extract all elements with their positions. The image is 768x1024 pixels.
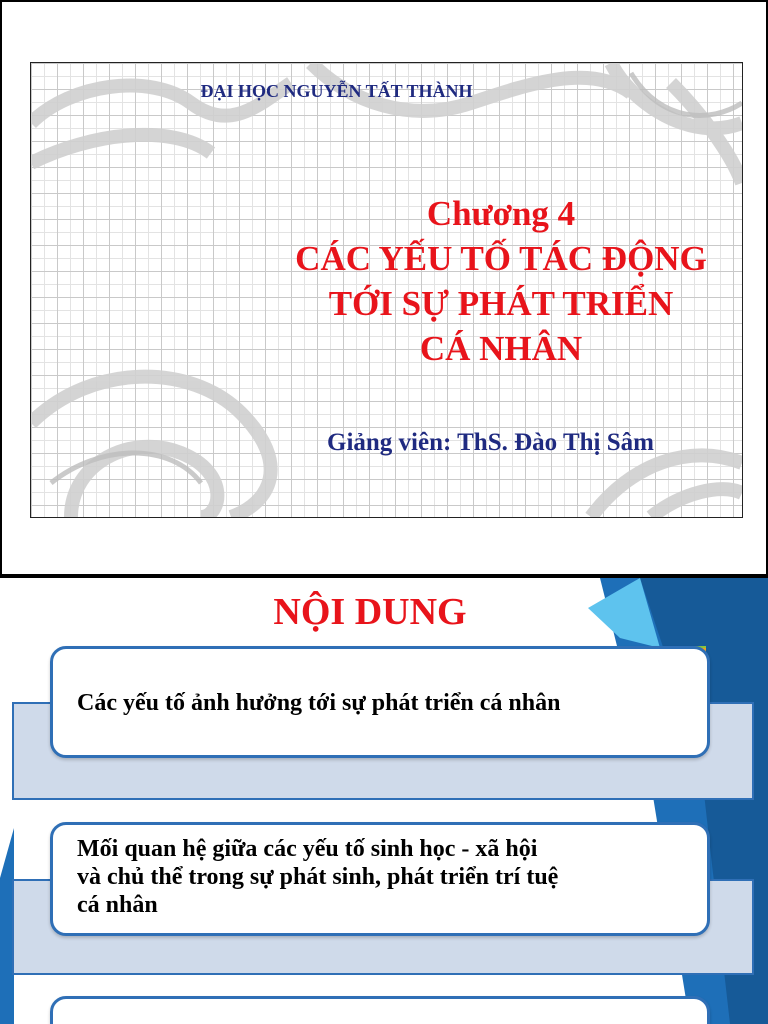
title-card [30, 62, 743, 518]
content-item-2-line-2: và chủ thể trong sự phát sinh, phát triển trí tuệ [77, 864, 559, 890]
title-slide-frame [2, 2, 766, 574]
content-item-2-line-3: cá nhân [77, 892, 158, 918]
chapter-title-block [271, 191, 731, 371]
chapter-label: Chương 4 [426, 194, 576, 233]
content-item-3 [50, 996, 710, 1024]
lecturer-name: Giảng viên: ThS. Đào Thị Sâm [327, 429, 654, 456]
content-item-2-line-1: Mối quan hệ giữa các yếu tố sinh học - xã hội [77, 836, 538, 862]
content-item-1-text: Các yếu tố ảnh hưởng tới sự phát triển cá nhân [77, 690, 561, 716]
content-heading: NỘI DUNG [273, 591, 467, 633]
content-item-1 [50, 646, 710, 758]
content-slide [0, 578, 768, 1024]
chapter-title-line-1: CÁC YẾU TỐ TÁC ĐỘNG [295, 239, 707, 278]
university-name: ĐẠI HỌC NGUYỄN TẤT THÀNH [200, 81, 473, 101]
content-item-2 [50, 822, 710, 936]
chapter-title-line-3: CÁ NHÂN [419, 329, 583, 368]
chapter-title-line-2: TỚI SỰ PHÁT TRIỂN [328, 284, 674, 323]
